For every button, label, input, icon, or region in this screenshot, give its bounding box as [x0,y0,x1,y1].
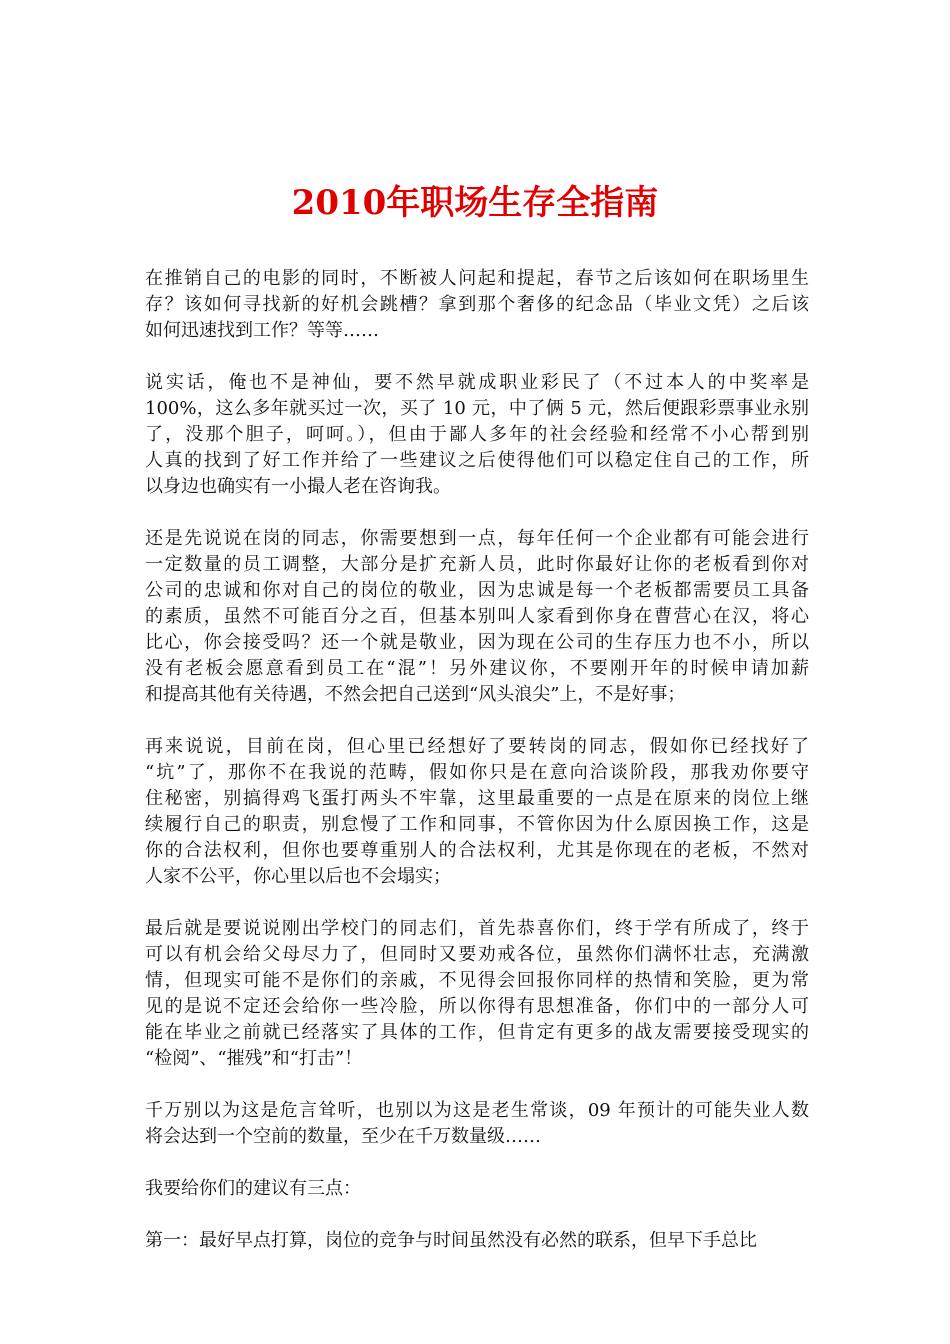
paragraph-line: 如何迅速找到工作？等等…… [145,320,379,341]
paragraph-line: 和提高其他有关待遇，不然会把自己送到“风头浪尖”上，不是好事； [145,684,686,705]
paragraph [145,916,809,1072]
paragraph [145,1176,809,1202]
paragraph [145,370,809,500]
paragraph-line: 人真的找到了好工作并给了一些建议之后使得他们可以稳定住自己的工作，所 [145,450,809,471]
paragraph-line: 再来说说，目前在岗，但心里已经想好了要转岗的同志，假如你已经找好了 [145,736,809,757]
paragraph-line: 说实话，俺也不是神仙，要不然早就成职业彩民了（不过本人的中奖率是 [145,372,809,393]
paragraph-line: 还是先说说在岗的同志，你需要想到一点，每年任何一个企业都有可能会进行 [145,528,809,549]
paragraph [145,1098,809,1150]
paragraph-line: 续履行自己的职责，别怠慢了工作和同事，不管你因为什么原因换工作，这是 [145,814,809,835]
paragraph-line: 比心，你会接受吗？还一个就是敬业，因为现在公司的生存压力也不小，所以 [145,632,809,653]
paragraph-line: 你的合法权利，但你也要尊重别人的合法权利，尤其是你现在的老板，不然对 [145,840,809,861]
document-body [145,266,809,1280]
paragraph-line: 人家不公平，你心里以后也不会塌实； [145,866,451,887]
paragraph-line: 最后就是要说说刚出学校门的同志们，首先恭喜你们，终于学有所成了，终于 [145,918,809,939]
paragraph-line: 100%，这么多年就买过一次，买了 10 元，中了俩 5 元，然后便跟彩票事业永别 [145,398,809,419]
paragraph-line: 可以有机会给父母尽力了，但同时又要劝戒各位，虽然你们满怀壮志，充满激 [145,944,809,965]
paragraph-line: 将会达到一个空前的数量，至少在千万数量级…… [145,1126,541,1147]
paragraph-line: 在推销自己的电影的同时，不断被人问起和提起，春节之后该如何在职场里生 [145,268,809,289]
paragraph [145,526,809,708]
paragraph-line: 了，没那个胆子，呵呵。），但由于鄙人多年的社会经验和经常不小心帮到别 [145,424,809,445]
paragraph [145,266,809,344]
paragraph-line: 第一：最好早点打算，岗位的竞争与时间虽然没有必然的联系，但早下手总比 [145,1230,757,1251]
paragraph-line: 存？该如何寻找新的好机会跳槽？拿到那个奢侈的纪念品（毕业文凭）之后该 [145,294,809,315]
paragraph-line: 公司的忠诚和你对自己的岗位的敬业，因为忠诚是每一个老板都需要员工具备 [145,580,809,601]
paragraph-line: 见的是说不定还会给你一些冷脸，所以你得有思想准备，你们中的一部分人可 [145,996,809,1017]
paragraph-line: “坑”了，那你不在我说的范畴，假如你只是在意向洽谈阶段，那我劝你要守 [145,762,809,783]
paragraph-line: 住秘密，别搞得鸡飞蛋打两头不牢靠，这里最重要的一点是在原来的岗位上继 [145,788,809,809]
paragraph-line: 千万别以为这是危言耸听，也别以为这是老生常谈，09 年预计的可能失业人数 [145,1100,809,1121]
paragraph [145,1228,809,1254]
paragraph-line: 以身边也确实有一小撮人老在咨询我。 [145,476,451,497]
paragraph-line: 的素质，虽然不可能百分之百，但基本别叫人家看到你身在曹营心在汉，将心 [145,606,809,627]
paragraph-line: 一定数量的员工调整，大部分是扩充新人员，此时你最好让你的老板看到你对 [145,554,809,575]
paragraph-line: 情，但现实可能不是你们的亲戚，不见得会回报你同样的热情和笑脸，更为常 [145,970,809,991]
paragraph-line: “检阅”、“摧残”和“打击”！ [145,1048,363,1069]
paragraph-line: 我要给你们的建议有三点： [145,1178,361,1199]
paragraph-line: 能在毕业之前就已经落实了具体的工作，但肯定有更多的战友需要接受现实的 [145,1022,809,1043]
document-title: 2010年职场生存全指南 [291,183,659,223]
paragraph-line: 没有老板会愿意看到员工在“混”！另外建议你，不要刚开年的时候申请加薪 [145,658,809,679]
paragraph [145,734,809,890]
